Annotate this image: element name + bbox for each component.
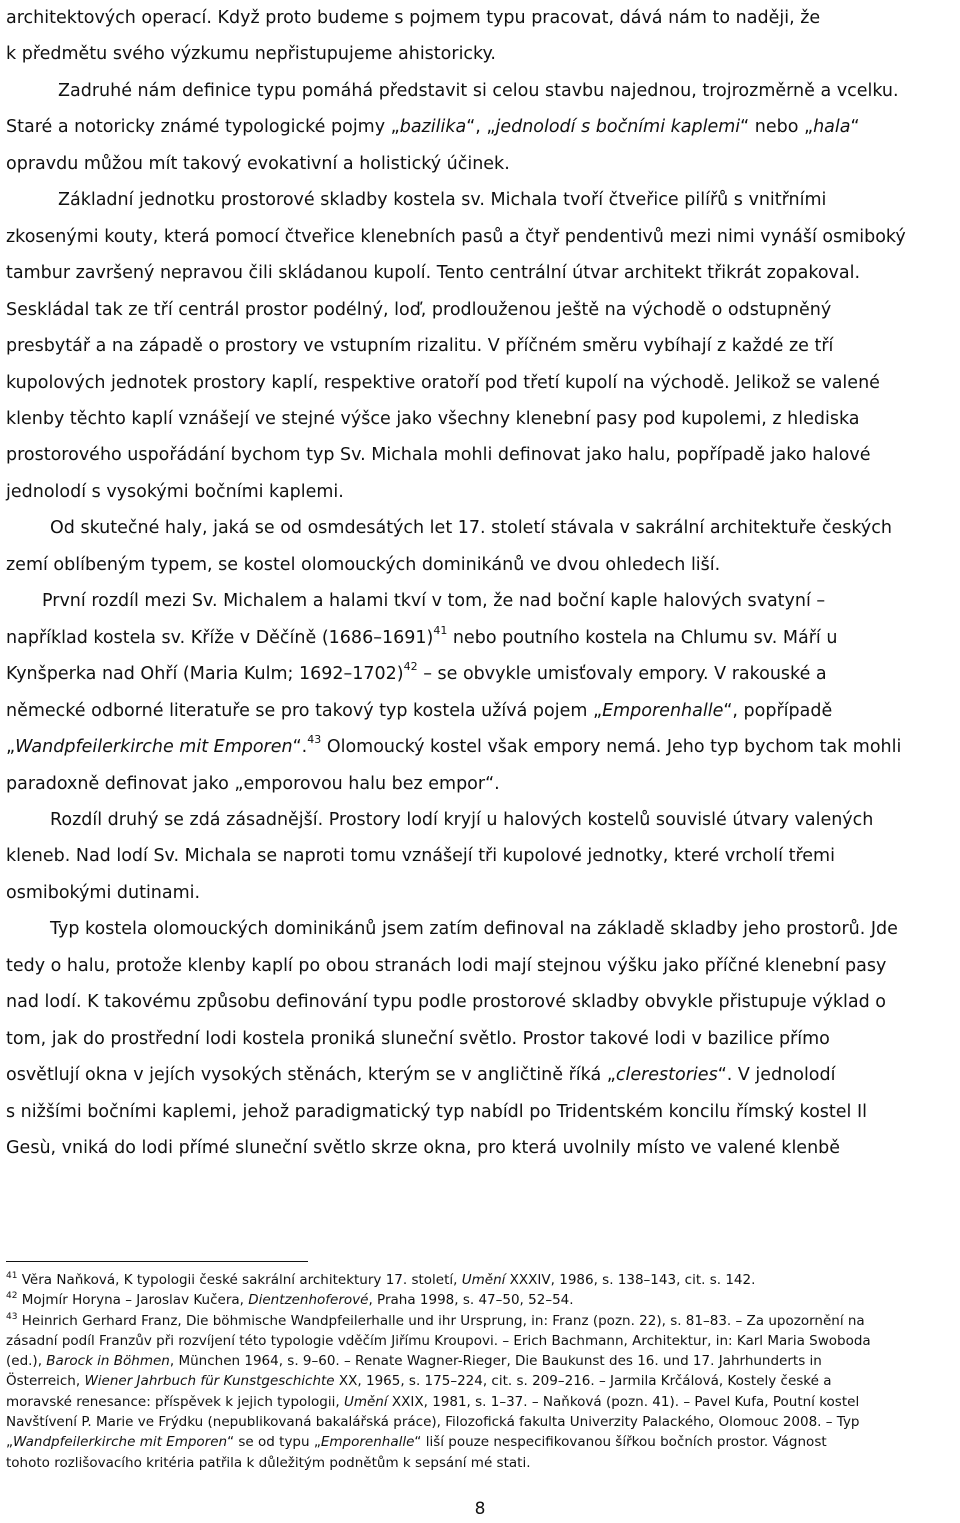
footnote-line: zásadní podíl Franzův při rozvíjení této typologie vděčím Jiřímu Kroupovi. – Erich Bachmann, Architektur, in: Karl Maria Swoboda bbox=[6, 1332, 871, 1349]
term-italic: bazilika bbox=[399, 117, 467, 138]
footnotes bbox=[6, 1270, 956, 1473]
text-line: opravdu můžou mít takový evokativní a holistický účinek. bbox=[6, 153, 510, 174]
text-line: osmibokými dutinami. bbox=[6, 882, 201, 903]
footnote-line: (ed.), Barock in Böhmen, München 1964, s. 9–60. – Renate Wagner-Rieger, Die Baukunst des 16. und 17. Jahrhunderts in bbox=[6, 1353, 822, 1370]
text-line: klenby těchto kaplí vznášejí ve stejné výšce jako všechny klenební pasy pod kupolemi, z hlediska bbox=[6, 408, 860, 429]
paragraph-start: Zadruhé nám definice typu pomáhá představit si celou stavbu najednou, trojrozměrně a vcelku. bbox=[58, 80, 899, 101]
footnote-number: 41 bbox=[6, 1271, 18, 1281]
footnote-41: $^{41}$ Věra Naňková, K typologii české sakrální architektury 17. století, Umění XXXIV, 1986, s. 138–143, cit. s. 142. bbox=[6, 1271, 756, 1288]
text-line: Seskládal tak ze tří centrál prostor podélný, loď, prodlouženou ještě na východě o odstupněný bbox=[6, 299, 832, 320]
footnote-line: moravské renesance: příspěvek k jejich typologii, Umění XXIX, 1981, s. 1–37. – Naňková (pozn. 41). – Pavel Kufa, Poutní kostel bbox=[6, 1393, 860, 1410]
paragraph-start: Základní jednotku prostorové skladby kostela sv. Michala tvoří čtveřice pilířů s vnitřními bbox=[58, 190, 827, 211]
paragraph-start: Rozdíl druhý se zdá zásadnější. Prostory lodí kryjí u halových kostelů souvislé útvary valených bbox=[50, 809, 874, 830]
text-line: architektových operací. Když proto budeme s pojmem typu pracovat, dává nám to naději, že bbox=[6, 8, 821, 28]
text-line: k předmětu svého výzkumu nepřistupujeme ahistoricky. bbox=[6, 44, 496, 65]
text-line: Kynšperka nad Ohří (Maria Kulm; 1692–1702)$^{42}$ – se obvykle umisťovaly empory. V rakouské a bbox=[6, 660, 827, 685]
text-line: osvětlují okna v jejích vysokých stěnách, kterým se v angličtině říká „clerestories“. V jednolodí bbox=[6, 1065, 836, 1086]
text-line: Gesù, vniká do lodi přímé sluneční světlo skrze okna, pro která uvolnily místo ve valené klenbě bbox=[6, 1138, 841, 1159]
footnote-separator bbox=[6, 1261, 308, 1262]
text-line: kleneb. Nad lodí Sv. Michala se naproti tomu vznášejí tři kupolové jednotky, které vrcholí třemi bbox=[6, 846, 835, 867]
text-line: nad lodí. K takovému způsobu definování typu podle prostorové skladby obvykle přistupuje výklad o bbox=[6, 992, 886, 1013]
footnote-42: $^{42}$ Mojmír Horyna – Jaroslav Kučera, Dientzenhoferové, Praha 1998, s. 47–50, 52–54. bbox=[6, 1291, 574, 1309]
text-line: zemí oblíbeným typem, se kostel olomouckých dominikánů ve dvou ohledech liší. bbox=[6, 554, 721, 575]
text-line: tom, jak do prostřední lodi kostela proniká sluneční světlo. Prostor takové lodi v bazilice přímo bbox=[6, 1028, 830, 1049]
text-line: německé odborné literatuře se pro takový typ kostela užívá pojem „Emporenhalle“, popřípadě bbox=[6, 700, 833, 721]
footnote-43: $^{43}$ Heinrich Gerhard Franz, Die böhmische Wandpfeilerhalle und ihr Ursprung, in: Franz (pozn. 22), s. 81–83. – Za upozornění na bbox=[6, 1311, 865, 1329]
text-line: s nižšími bočními kaplemi, jehož paradigmatický typ nabídl po Tridentském koncilu římský kostel Il bbox=[6, 1101, 867, 1122]
text-line: tedy o halu, protože klenby kaplí po obou stranách lodi mají stejnou výšku jako příčné klenební pasy bbox=[6, 955, 887, 976]
page-number: 8 bbox=[474, 1499, 486, 1519]
footnote-number: 43 bbox=[6, 1311, 18, 1322]
text-line: Staré a notoricky známé typologické pojmy „bazilika“, „jednolodí s bočními kaplemi“ nebo „hala“ bbox=[6, 117, 860, 138]
text-line: například kostela sv. Kříže v Děčíně (1686–1691)$^{41}$ nebo poutního kostela na Chlumu sv. Máří u bbox=[6, 623, 838, 648]
term-italic: jednolodí s bočními kaplemi bbox=[495, 117, 741, 138]
footnote-line: „Wandpfeilerkirche mit Emporen“ se od typu „Emporenhalle“ liší pouze nespecifikovanou šířkou bočních prostor. Vágnost bbox=[6, 1434, 827, 1451]
paragraph-start: První rozdíl mezi Sv. Michalem a halami tkví v tom, že nad boční kaple halových svatyní – bbox=[42, 591, 826, 612]
footnote-ref[interactable]: 41 bbox=[433, 623, 448, 637]
text-line: prostorového uspořádání bychom typ Sv. Michala mohli definovat jako halu, popřípadě jako halové bbox=[6, 445, 871, 466]
footnote-line: tohoto rozlišovacího kritéria patřila k důležitým podnětům k sepsání mé stati. bbox=[6, 1454, 531, 1471]
footnote-ref[interactable]: 43 bbox=[307, 733, 322, 747]
paragraph-start: Typ kostela olomouckých dominikánů jsem zatím definoval na základě skladby jeho prostorů. Jde bbox=[50, 919, 898, 940]
term-italic: Wandpfeilerkirche mit Emporen bbox=[15, 737, 293, 758]
main-text bbox=[6, 0, 954, 1167]
text-line: „Wandpfeilerkirche mit Emporen“.$^{43}$ Olomoucký kostel však empory nemá. Jeho typ bychom tak mohli bbox=[6, 733, 902, 758]
footnote-number: 42 bbox=[6, 1291, 18, 1302]
term-italic: Emporenhalle bbox=[602, 700, 724, 721]
paragraph-start: Od skutečné haly, jaká se od osmdesátých let 17. století stávala v sakrální architektuře českých bbox=[50, 518, 892, 539]
term-italic: hala bbox=[813, 117, 851, 138]
text-line: paradoxně definovat jako „emporovou halu bez empor“. bbox=[6, 773, 500, 794]
text-line: tambur završený nepravou čili skládanou kupolí. Tento centrální útvar architekt třikrát zopakoval. bbox=[6, 263, 861, 284]
footnote-ref[interactable]: 42 bbox=[403, 660, 418, 674]
text-line: presbytář a na západě o prostory ve vstupním rizalitu. V příčném směru vybíhají z každé ze tří bbox=[6, 336, 834, 357]
footnote-line: Navštívení P. Marie ve Frýdku (nepublikovaná bakalářská práce), Filozofická fakulta Univerzity Palackého, Olomouc 2008. – Typ bbox=[6, 1414, 860, 1431]
text-line: zkosenými kouty, která pomocí čtveřice klenebních pasů a čtyř pendentivů mezi nimi vynáší osmiboký bbox=[6, 226, 906, 247]
term-italic: clerestories bbox=[615, 1065, 718, 1086]
text-line: kupolových jednotek prostory kaplí, respektive oratoří pod třetí kupolí na východě. Jelikož se valené bbox=[6, 372, 880, 393]
footnote-line: Österreich, Wiener Jahrbuch für Kunstgeschichte XX, 1965, s. 175–224, cit. s. 209–216. – Jarmila Krčálová, Kostely české a bbox=[6, 1373, 832, 1390]
text-line: jednolodí s vysokými bočními kaplemi. bbox=[6, 481, 344, 502]
